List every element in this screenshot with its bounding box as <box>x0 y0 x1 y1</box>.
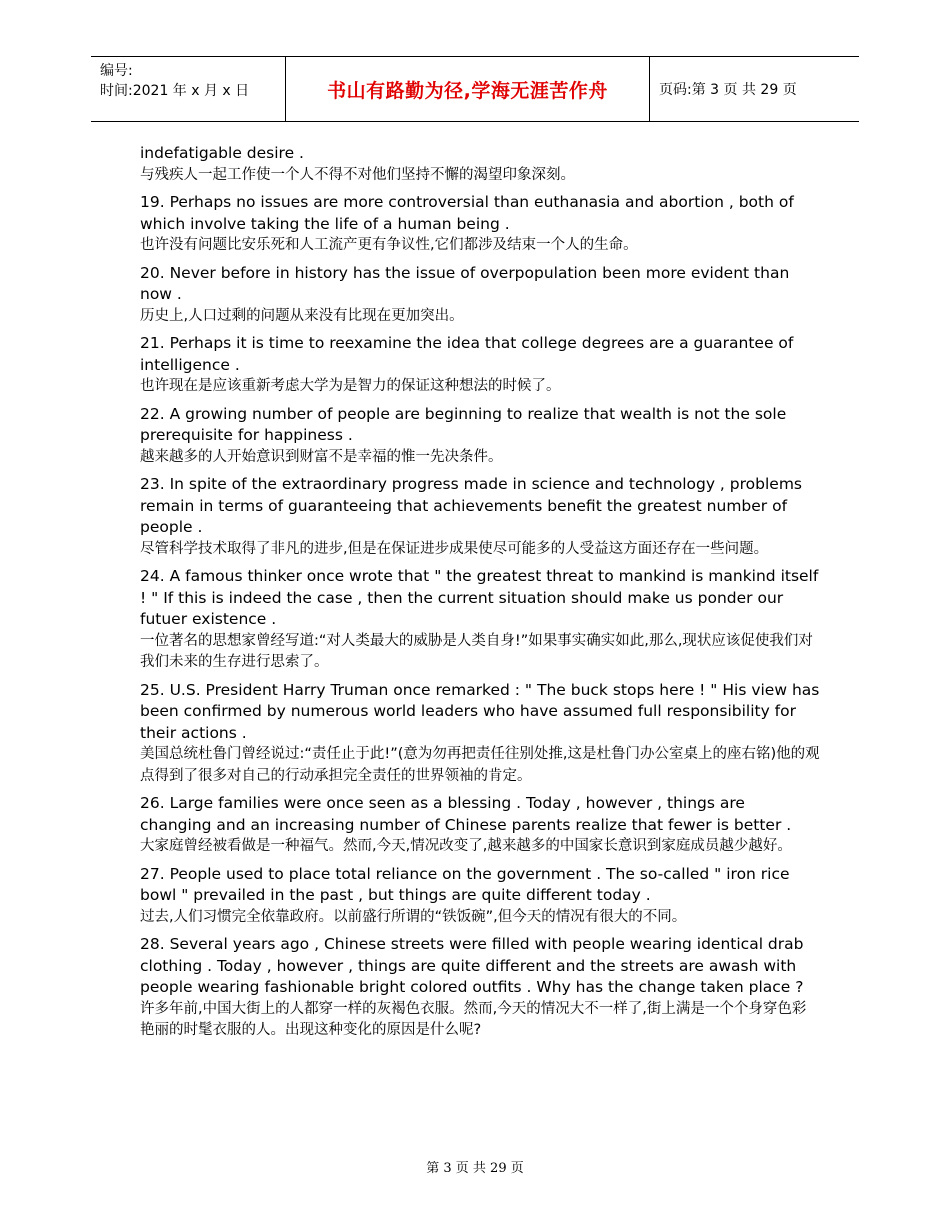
entry-english: 26. Large families were once seen as a blessing . Today , however , things are changing and an increasing number of Chinese parents realize that fewer is better . <box>140 794 792 834</box>
entry-english: 21. Perhaps it is time to reexamine the idea that college degrees are a guarantee of intelligence . <box>140 334 794 374</box>
entry-chinese: 大家庭曾经被看做是一种福气。然而,今天,情况改变了,越来越多的中国家长意识到家庭成员越少越好。 <box>140 838 792 854</box>
entry-chinese: 美国总统杜鲁门曾经说过:“责任止于此!”(意为勿再把责任往别处推,这是杜鲁门办公室桌上的座右铭)他的观点得到了很多对自己的行动承担完全责任的世界领袖的肯定。 <box>140 746 820 784</box>
entry-18 <box>140 143 820 186</box>
entry-chinese: 许多年前,中国大街上的人都穿一样的灰褐色衣服。然而,今天的情况大不一样了,街上满是一个个身穿色彩艳丽的时髦衣服的人。出现这种变化的原因是什么呢? <box>140 1000 807 1038</box>
entry-20 <box>140 263 820 328</box>
page-header <box>91 56 859 122</box>
entry-22 <box>140 404 820 469</box>
entry-27 <box>140 864 820 929</box>
entry-english: 23. In spite of the extraordinary progress made in science and technology , problems remain in terms of guaranteeing that achievements benefit the greatest number of people . <box>140 475 802 536</box>
entry-23 <box>140 474 820 560</box>
document-body <box>140 143 820 1048</box>
entry-25 <box>140 680 820 788</box>
entry-chinese: 与残疾人一起工作使一个人不得不对他们坚持不懈的渴望印象深刻。 <box>140 166 575 183</box>
entry-24 <box>140 566 820 674</box>
entry-english: 28. Several years ago , Chinese streets were filled with people wearing identical drab clothing . Today , however , things are quite different and the streets are awash with people wearing fashionable bright colored outfits . Why has the change taken place ? <box>140 935 804 996</box>
page-footer: 第 3 页 共 29 页 <box>426 1161 524 1176</box>
number-label: 编号: <box>100 63 133 79</box>
entry-english: 22. A growing number of people are beginning to realize that wealth is not the sole prerequisite for happiness . <box>140 404 787 444</box>
entry-chinese: 尽管科学技术取得了非凡的进步,但是在保证进步成果使尽可能多的人受益这方面还存在一些问题。 <box>140 540 769 557</box>
header-page-code: 页码:第 3 页 共 29 页 <box>659 82 797 98</box>
entry-chinese: 越来越多的人开始意识到财富不是幸福的惟一先决条件。 <box>140 448 503 465</box>
entry-english: 19. Perhaps no issues are more controversial than euthanasia and abortion , both of which involve taking the life of a human being . <box>140 193 794 233</box>
entry-chinese: 也许现在是应该重新考虑大学为是智力的保证这种想法的时候了。 <box>140 378 561 394</box>
entry-english: 25. U.S. President Harry Truman once remarked : " The buck stops here ! " His view has been confirmed by numerous world leaders who have assumed full responsibility for their actions . <box>140 680 820 742</box>
header-meta <box>91 57 286 121</box>
entry-26 <box>140 793 820 858</box>
entry-19 <box>140 192 820 257</box>
entry-chinese: 也许没有问题比安乐死和人工流产更有争议性,它们都涉及结束一个人的生命。 <box>140 237 638 253</box>
entry-english: 27. People used to place total reliance on the government . The so-called " iron rice bowl " prevailed in the past , but things are quite different today . <box>140 864 790 904</box>
entry-chinese: 一位著名的思想家曾经写道:“对人类最大的威胁是人类自身!”如果事实确实如此,那么,现状应该促使我们对我们未来的生存进行思索了。 <box>140 632 813 670</box>
time-label: 时间:2021 年 x 月 x 日 <box>100 83 250 99</box>
entry-28 <box>140 934 820 1042</box>
entry-chinese: 过去,人们习惯完全依靠政府。以前盛行所谓的“铁饭碗”,但今天的情况有很大的不同。 <box>140 908 687 925</box>
entry-chinese: 历史上,人口过剩的问题从来没有比现在更加突出。 <box>140 307 464 324</box>
entry-english: 24. A famous thinker once wrote that " the greatest threat to mankind is mankind itself ! " If this is indeed the case , then the current situation should make us ponder our futuer existence . <box>140 567 819 628</box>
entry-english: 20. Never before in history has the issue of overpopulation been more evident than now . <box>140 263 790 303</box>
entry-21 <box>140 333 820 398</box>
entry-english: indefatigable desire . <box>140 144 304 162</box>
header-motto: 书山有路勤为径,学海无涯苦作舟 <box>286 57 650 121</box>
